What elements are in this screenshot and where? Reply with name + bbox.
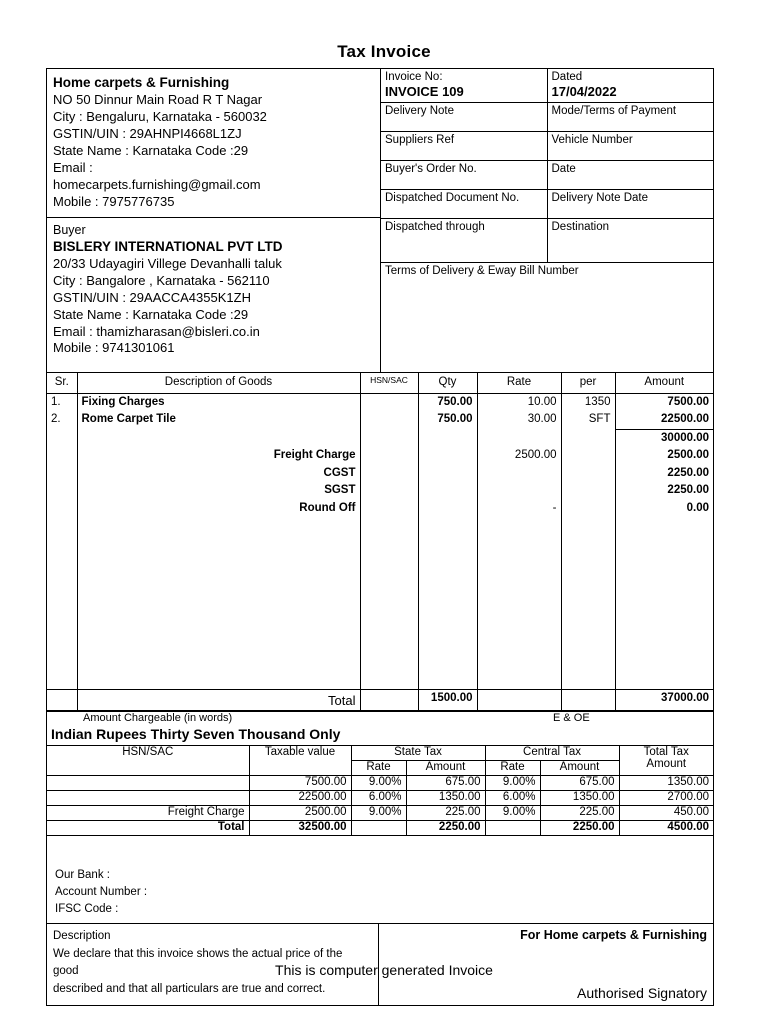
adjustment-amount: 2250.00: [615, 465, 713, 483]
amount-in-words-value: Indian Rupees Thirty Seven Thousand Only: [51, 726, 341, 743]
items-col-description: Description of Goods: [77, 373, 360, 394]
tax-col-central-tax: Central Tax: [485, 746, 619, 761]
adjustment-rate: -: [477, 500, 561, 518]
total-per: [561, 689, 615, 711]
subtotal-qty: [418, 429, 477, 447]
item-hsn: [360, 411, 418, 429]
tax-row-total-tax: 2700.00: [619, 791, 713, 806]
item-description: Rome Carpet Tile: [77, 411, 360, 429]
tax-row-taxable-value: 7500.00: [249, 776, 351, 791]
adjustment-hsn: [360, 447, 418, 465]
invoice-no-value: INVOICE 109: [385, 84, 464, 100]
items-col-rate: Rate: [477, 373, 561, 394]
tax-row-taxable-value: 22500.00: [249, 791, 351, 806]
meta-cell-suppliers-ref: [381, 131, 547, 160]
tax-row-hsn: [47, 776, 249, 791]
total-sr: [47, 689, 77, 711]
table-row: [47, 776, 713, 791]
items-col-sr: Sr.: [47, 373, 77, 394]
total-rate: [477, 689, 561, 711]
item-per: SFT: [561, 411, 615, 429]
adjustment-description: Freight Charge: [77, 447, 360, 465]
meta-cell-vehicle-number: [547, 131, 713, 160]
tax-col-hsn: HSN/SAC: [47, 746, 249, 776]
tax-total-label: Total: [47, 821, 249, 836]
mode-terms-label: Mode/Terms of Payment: [551, 104, 677, 117]
adjustment-qty: [418, 447, 477, 465]
signature-for-company: For Home carpets & Furnishing: [520, 928, 707, 943]
suppliers-ref-label: Suppliers Ref: [385, 133, 455, 146]
adjustment-amount: 2500.00: [615, 447, 713, 465]
adjustment-sr: [47, 465, 77, 483]
table-row: [47, 791, 713, 806]
meta-row-suppliers-ref: [381, 131, 713, 160]
invoice-meta-column: [381, 69, 713, 372]
meta-cell-terms-delivery: [381, 262, 713, 372]
tax-col-taxable-value: Taxable value: [249, 746, 351, 776]
meta-row-delivery-note: [381, 102, 713, 131]
seller-mobile: Mobile : 7975776735: [53, 193, 175, 209]
tax-total-state-rate: [351, 821, 406, 836]
meta-cell-dated: [547, 69, 713, 102]
meta-cell-invoice-no: [381, 69, 547, 102]
tax-row-central-rate: 6.00%: [485, 791, 540, 806]
tax-row-central-amount: 675.00: [540, 776, 619, 791]
tax-row-state-amount: 675.00: [406, 776, 485, 791]
subtotal-description: [77, 429, 360, 447]
tax-total-row: [47, 821, 713, 836]
adjustment-rate: [477, 482, 561, 500]
adjustment-qty: [418, 465, 477, 483]
meta-cell-dispatched-through: [381, 218, 547, 262]
total-amount: 37000.00: [615, 689, 713, 711]
meta-cell-buyers-order: [381, 160, 547, 189]
dated-label: Dated: [551, 71, 583, 83]
ifsc-code-label: IFSC Code :: [55, 902, 119, 915]
adjustment-hsn: [360, 465, 418, 483]
buyer-state: State Name : Karnataka Code :29: [53, 306, 249, 322]
total-label: Total: [77, 689, 360, 711]
buyer-heading: Buyer: [53, 222, 86, 237]
subtotal-sr: [47, 429, 77, 447]
adjustment-hsn: [360, 482, 418, 500]
adjustment-description: CGST: [77, 465, 360, 483]
item-qty: 750.00: [418, 393, 477, 411]
invoice-no-label: Invoice No:: [385, 71, 443, 83]
tax-col-central-rate: Rate: [485, 761, 540, 776]
buyer-mobile: Mobile : 9741301061: [53, 340, 175, 356]
bank-name-label: Our Bank :: [55, 869, 110, 882]
items-col-qty: Qty: [418, 373, 477, 394]
items-adjustment-row: [47, 482, 713, 500]
destination-label: Destination: [551, 220, 610, 233]
adjustment-description: Round Off: [77, 500, 360, 518]
adjustment-per: [561, 482, 615, 500]
amount-chargeable-label: Amount Chargeable (in words): [83, 712, 233, 725]
meta-cell-mode-terms: [547, 102, 713, 131]
filler-per: [561, 517, 615, 689]
declaration-line-2: described and that all particulars are true and correct.: [53, 983, 326, 996]
tax-total-state-amount: 2250.00: [406, 821, 485, 836]
filler-qty: [418, 517, 477, 689]
dated-value: 17/04/2022: [551, 84, 617, 100]
date-label: Date: [551, 162, 576, 175]
seller-email-label: Email :: [53, 159, 93, 175]
meta-cell-date: [547, 160, 713, 189]
vehicle-number-label: Vehicle Number: [551, 133, 633, 146]
filler-sr: [47, 517, 77, 689]
seller-gstin: GSTIN/UIN : 29AHNPI4668L1ZJ: [53, 126, 242, 142]
subtotal-hsn: [360, 429, 418, 447]
item-sr: 2.: [47, 411, 77, 429]
buyers-order-label: Buyer's Order No.: [385, 162, 477, 175]
tax-total-central-amount: 2250.00: [540, 821, 619, 836]
amount-chargeable-row: [47, 712, 713, 724]
meta-cell-destination: [547, 218, 713, 262]
adjustment-per: [561, 465, 615, 483]
tax-row-central-amount: 225.00: [540, 806, 619, 821]
adjustment-qty: [418, 500, 477, 518]
adjustment-sr: [47, 447, 77, 465]
tax-row-total-tax: 1350.00: [619, 776, 713, 791]
items-col-amount: Amount: [615, 373, 713, 394]
tax-col-central-amount: Amount: [540, 761, 619, 776]
meta-row-invoice-no: [381, 69, 713, 102]
tax-row-state-rate: 9.00%: [351, 776, 406, 791]
seller-city: City : Bengaluru, Karnataka - 560032: [53, 109, 267, 125]
tax-header-row-1: [47, 746, 713, 761]
buyer-city: City : Bangalore , Karnataka - 562110: [53, 272, 270, 288]
amount-in-words-section: [47, 711, 713, 745]
declaration-line-1: We declare that this invoice shows the actual price of the good: [53, 947, 343, 978]
page-title: Tax Invoice: [337, 42, 431, 61]
authorised-signatory-label: Authorised Signatory: [577, 985, 707, 1001]
item-qty: 750.00: [418, 411, 477, 429]
item-per: 1350: [561, 393, 615, 411]
invoice-meta-table: [381, 69, 713, 372]
item-description: Fixing Charges: [77, 393, 360, 411]
items-adjustment-row: [47, 465, 713, 483]
delivery-note-label: Delivery Note: [385, 104, 455, 117]
adjustment-per: [561, 447, 615, 465]
tax-col-state-rate: Rate: [351, 761, 406, 776]
terms-delivery-label: Terms of Delivery & Eway Bill Number: [385, 264, 579, 277]
buyer-address: 20/33 Udayagiri Villege Devanhalli taluk: [53, 256, 282, 272]
adjustment-per: [561, 500, 615, 518]
tax-col-total-tax: Total Tax Amount: [619, 746, 713, 776]
subtotal-rate: [477, 429, 561, 447]
item-rate: 30.00: [477, 411, 561, 429]
items-header-row: [47, 373, 713, 394]
tax-row-central-amount: 1350.00: [540, 791, 619, 806]
tax-table-spacer: [47, 836, 713, 862]
account-number-label: Account Number :: [55, 885, 148, 898]
meta-row-dispatch-doc: [381, 189, 713, 218]
seller-state: State Name : Karnataka Code :29: [53, 142, 249, 158]
meta-row-terms-delivery: [381, 262, 713, 372]
adjustment-amount: 2250.00: [615, 482, 713, 500]
computer-generated-note: This is computer generated Invoice: [275, 962, 493, 978]
tax-row-state-amount: 225.00: [406, 806, 485, 821]
item-rate: 10.00: [477, 393, 561, 411]
total-hsn: [360, 689, 418, 711]
tax-total-total-tax: 4500.00: [619, 821, 713, 836]
tax-row-hsn: [47, 791, 249, 806]
filler-rate: [477, 517, 561, 689]
meta-cell-delivery-note-date: [547, 189, 713, 218]
table-row: [47, 411, 713, 429]
items-col-per: per: [561, 373, 615, 394]
delivery-note-date-label: Delivery Note Date: [551, 191, 649, 204]
meta-row-dispatched-through: [381, 218, 713, 262]
tax-row-central-rate: 9.00%: [485, 806, 540, 821]
items-adjustment-row: [47, 500, 713, 518]
adjustment-hsn: [360, 500, 418, 518]
items-subtotal-row: [47, 429, 713, 447]
tax-total-central-rate: [485, 821, 540, 836]
subtotal-per: [561, 429, 615, 447]
item-amount: 22500.00: [615, 411, 713, 429]
bank-details-block: [47, 862, 713, 924]
table-row: [47, 393, 713, 411]
items-filler-row: [47, 517, 713, 689]
buyer-name: BISLERY INTERNATIONAL PVT LTD: [53, 238, 283, 254]
tax-row-central-rate: 9.00%: [485, 776, 540, 791]
item-sr: 1.: [47, 393, 77, 411]
meta-cell-dispatch-doc: [381, 189, 547, 218]
seller-address: NO 50 Dinnur Main Road R T Nagar: [53, 92, 263, 108]
adjustment-sr: [47, 500, 77, 518]
adjustment-qty: [418, 482, 477, 500]
filler-amount: [615, 517, 713, 689]
dispatched-through-label: Dispatched through: [385, 220, 485, 233]
tax-row-state-amount: 1350.00: [406, 791, 485, 806]
adjustment-rate: [477, 465, 561, 483]
meta-cell-delivery-note: [381, 102, 547, 131]
tax-col-state-tax: State Tax: [351, 746, 485, 761]
seller-block: [47, 69, 380, 218]
buyer-email: Email : thamizharasan@bisleri.co.in: [53, 323, 260, 339]
tax-row-taxable-value: 2500.00: [249, 806, 351, 821]
tax-row-total-tax: 450.00: [619, 806, 713, 821]
tax-row-hsn: Freight Charge: [47, 806, 249, 821]
adjustment-description: SGST: [77, 482, 360, 500]
items-total-row: [47, 689, 713, 711]
party-column: [47, 69, 381, 372]
items-col-hsn: HSN/SAC: [360, 373, 418, 394]
subtotal-amount: 30000.00: [615, 429, 713, 447]
adjustment-sr: [47, 482, 77, 500]
tax-total-taxable-value: 32500.00: [249, 821, 351, 836]
dispatch-doc-label: Dispatched Document No.: [385, 191, 520, 204]
buyer-block: [47, 218, 380, 362]
invoice-header-section: [47, 69, 713, 372]
eoe-label: E & OE: [553, 712, 590, 725]
declaration-heading: Description: [53, 930, 111, 943]
tax-col-state-amount: Amount: [406, 761, 485, 776]
meta-row-buyers-order: [381, 160, 713, 189]
filler-description: [77, 517, 360, 689]
table-row: [47, 806, 713, 821]
total-qty: 1500.00: [418, 689, 477, 711]
filler-hsn: [360, 517, 418, 689]
seller-email: homecarpets.furnishing@gmail.com: [53, 176, 261, 192]
buyer-gstin: GSTIN/UIN : 29AACCA4355K1ZH: [53, 289, 251, 305]
item-amount: 7500.00: [615, 393, 713, 411]
adjustment-rate: 2500.00: [477, 447, 561, 465]
invoice-document: [46, 68, 714, 1006]
seller-name: Home carpets & Furnishing: [53, 75, 230, 90]
tax-summary-table: [47, 745, 713, 836]
tax-row-state-rate: 9.00%: [351, 806, 406, 821]
items-adjustment-row: [47, 447, 713, 465]
tax-row-state-rate: 6.00%: [351, 791, 406, 806]
item-hsn: [360, 393, 418, 411]
items-table: [47, 372, 713, 711]
adjustment-amount: 0.00: [615, 500, 713, 518]
